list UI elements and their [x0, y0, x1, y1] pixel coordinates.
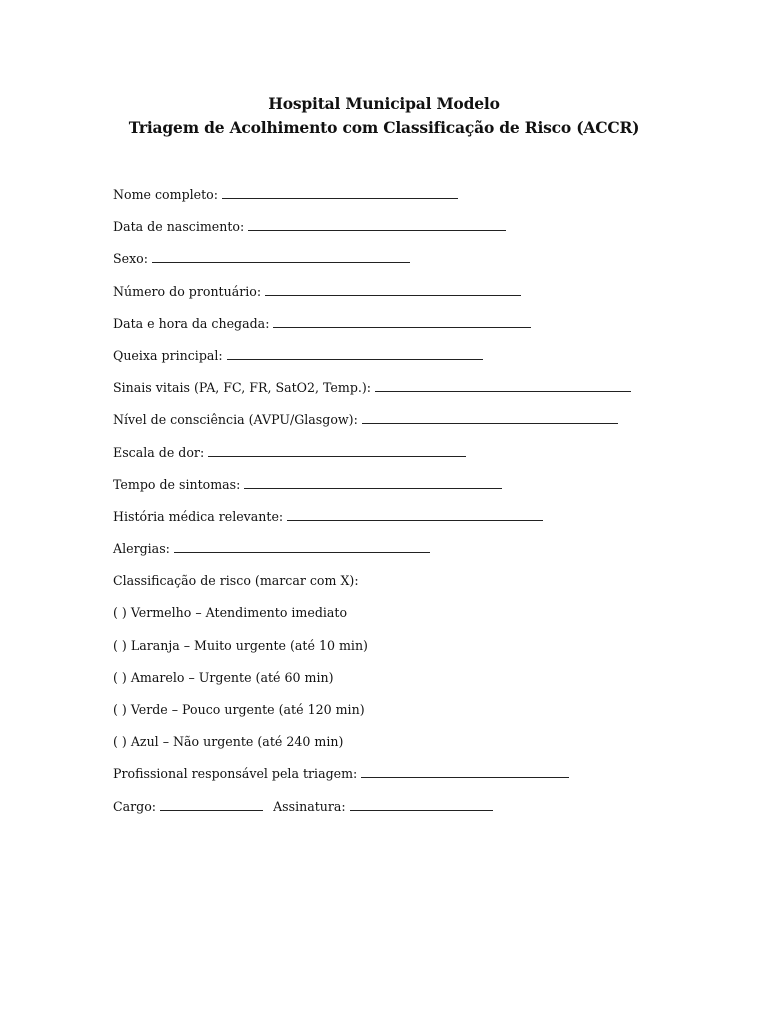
- fill-in-blank[interactable]: [174, 539, 430, 553]
- fill-in-blank[interactable]: [273, 314, 531, 328]
- field-label: Data de nascimento:: [113, 219, 245, 235]
- fill-in-blank[interactable]: [244, 475, 502, 489]
- fill-in-blank[interactable]: [265, 282, 521, 296]
- form-title: Triagem de Acolhimento com Classificação de Risco (ACCR): [128, 118, 640, 137]
- field-nome-completo: [113, 184, 733, 216]
- hospital-name: Hospital Municipal Modelo: [268, 94, 500, 113]
- field-label: História médica relevante:: [113, 508, 284, 524]
- field-alergias: [113, 538, 733, 570]
- field-label: Sinais vitais (PA, FC, FR, SatO2, Temp.):: [113, 380, 372, 396]
- fill-in-blank[interactable]: [248, 217, 506, 231]
- fill-in-blank[interactable]: [375, 378, 631, 392]
- field-sexo: [113, 248, 733, 280]
- field-escala-dor: [113, 442, 733, 474]
- assinatura-label: Assinatura:: [273, 798, 346, 814]
- risk-option-vermelho[interactable]: ( ) Vermelho – Atendimento imediato: [113, 605, 348, 621]
- risk-option-verde[interactable]: ( ) Verde – Pouco urgente (até 120 min): [113, 702, 365, 717]
- field-label: Escala de dor:: [113, 444, 205, 460]
- field-nivel-consciencia: [113, 409, 733, 441]
- cargo-blank[interactable]: [160, 797, 263, 811]
- fill-in-blank[interactable]: [362, 410, 618, 424]
- field-label: Data e hora da chegada:: [113, 315, 270, 331]
- field-cargo-assinatura: [113, 796, 733, 828]
- assinatura-blank[interactable]: [350, 797, 493, 811]
- field-historia-medica: [113, 506, 733, 538]
- field-label: Nível de consciência (AVPU/Glasgow):: [113, 412, 358, 428]
- form-fields: [113, 184, 733, 828]
- fill-in-blank[interactable]: [287, 507, 543, 521]
- field-queixa-principal: [113, 345, 733, 377]
- field-data-hora-chegada: [113, 313, 733, 345]
- field-profissional-responsavel: [113, 763, 733, 795]
- field-label: Sexo:: [113, 251, 149, 267]
- fill-in-blank[interactable]: [152, 249, 410, 263]
- risk-option-azul[interactable]: ( ) Azul – Não urgente (até 240 min): [113, 734, 344, 750]
- field-label: Queixa principal:: [113, 347, 223, 363]
- field-sinais-vitais: [113, 377, 733, 409]
- cargo-label: Cargo:: [113, 798, 157, 814]
- field-label: Número do prontuário:: [113, 283, 262, 299]
- field-label: Nome completo:: [113, 187, 219, 202]
- field-tempo-sintomas: [113, 474, 733, 506]
- field-label: Tempo de sintomas:: [113, 476, 241, 492]
- field-data-nascimento: [113, 216, 733, 248]
- fill-in-blank[interactable]: [227, 346, 483, 360]
- fill-in-blank[interactable]: [222, 185, 458, 199]
- classification-heading: Classificação de risco (marcar com X):: [113, 573, 359, 589]
- fill-in-blank[interactable]: [361, 764, 569, 778]
- risk-option-laranja[interactable]: ( ) Laranja – Muito urgente (até 10 min): [113, 637, 368, 653]
- field-label: Profissional responsável pela triagem:: [113, 766, 358, 782]
- risk-option-amarelo[interactable]: ( ) Amarelo – Urgente (até 60 min): [113, 669, 334, 685]
- form-header: [0, 92, 768, 140]
- fill-in-blank[interactable]: [208, 443, 466, 457]
- field-label: Alergias:: [113, 541, 170, 557]
- field-numero-prontuario: [113, 281, 733, 313]
